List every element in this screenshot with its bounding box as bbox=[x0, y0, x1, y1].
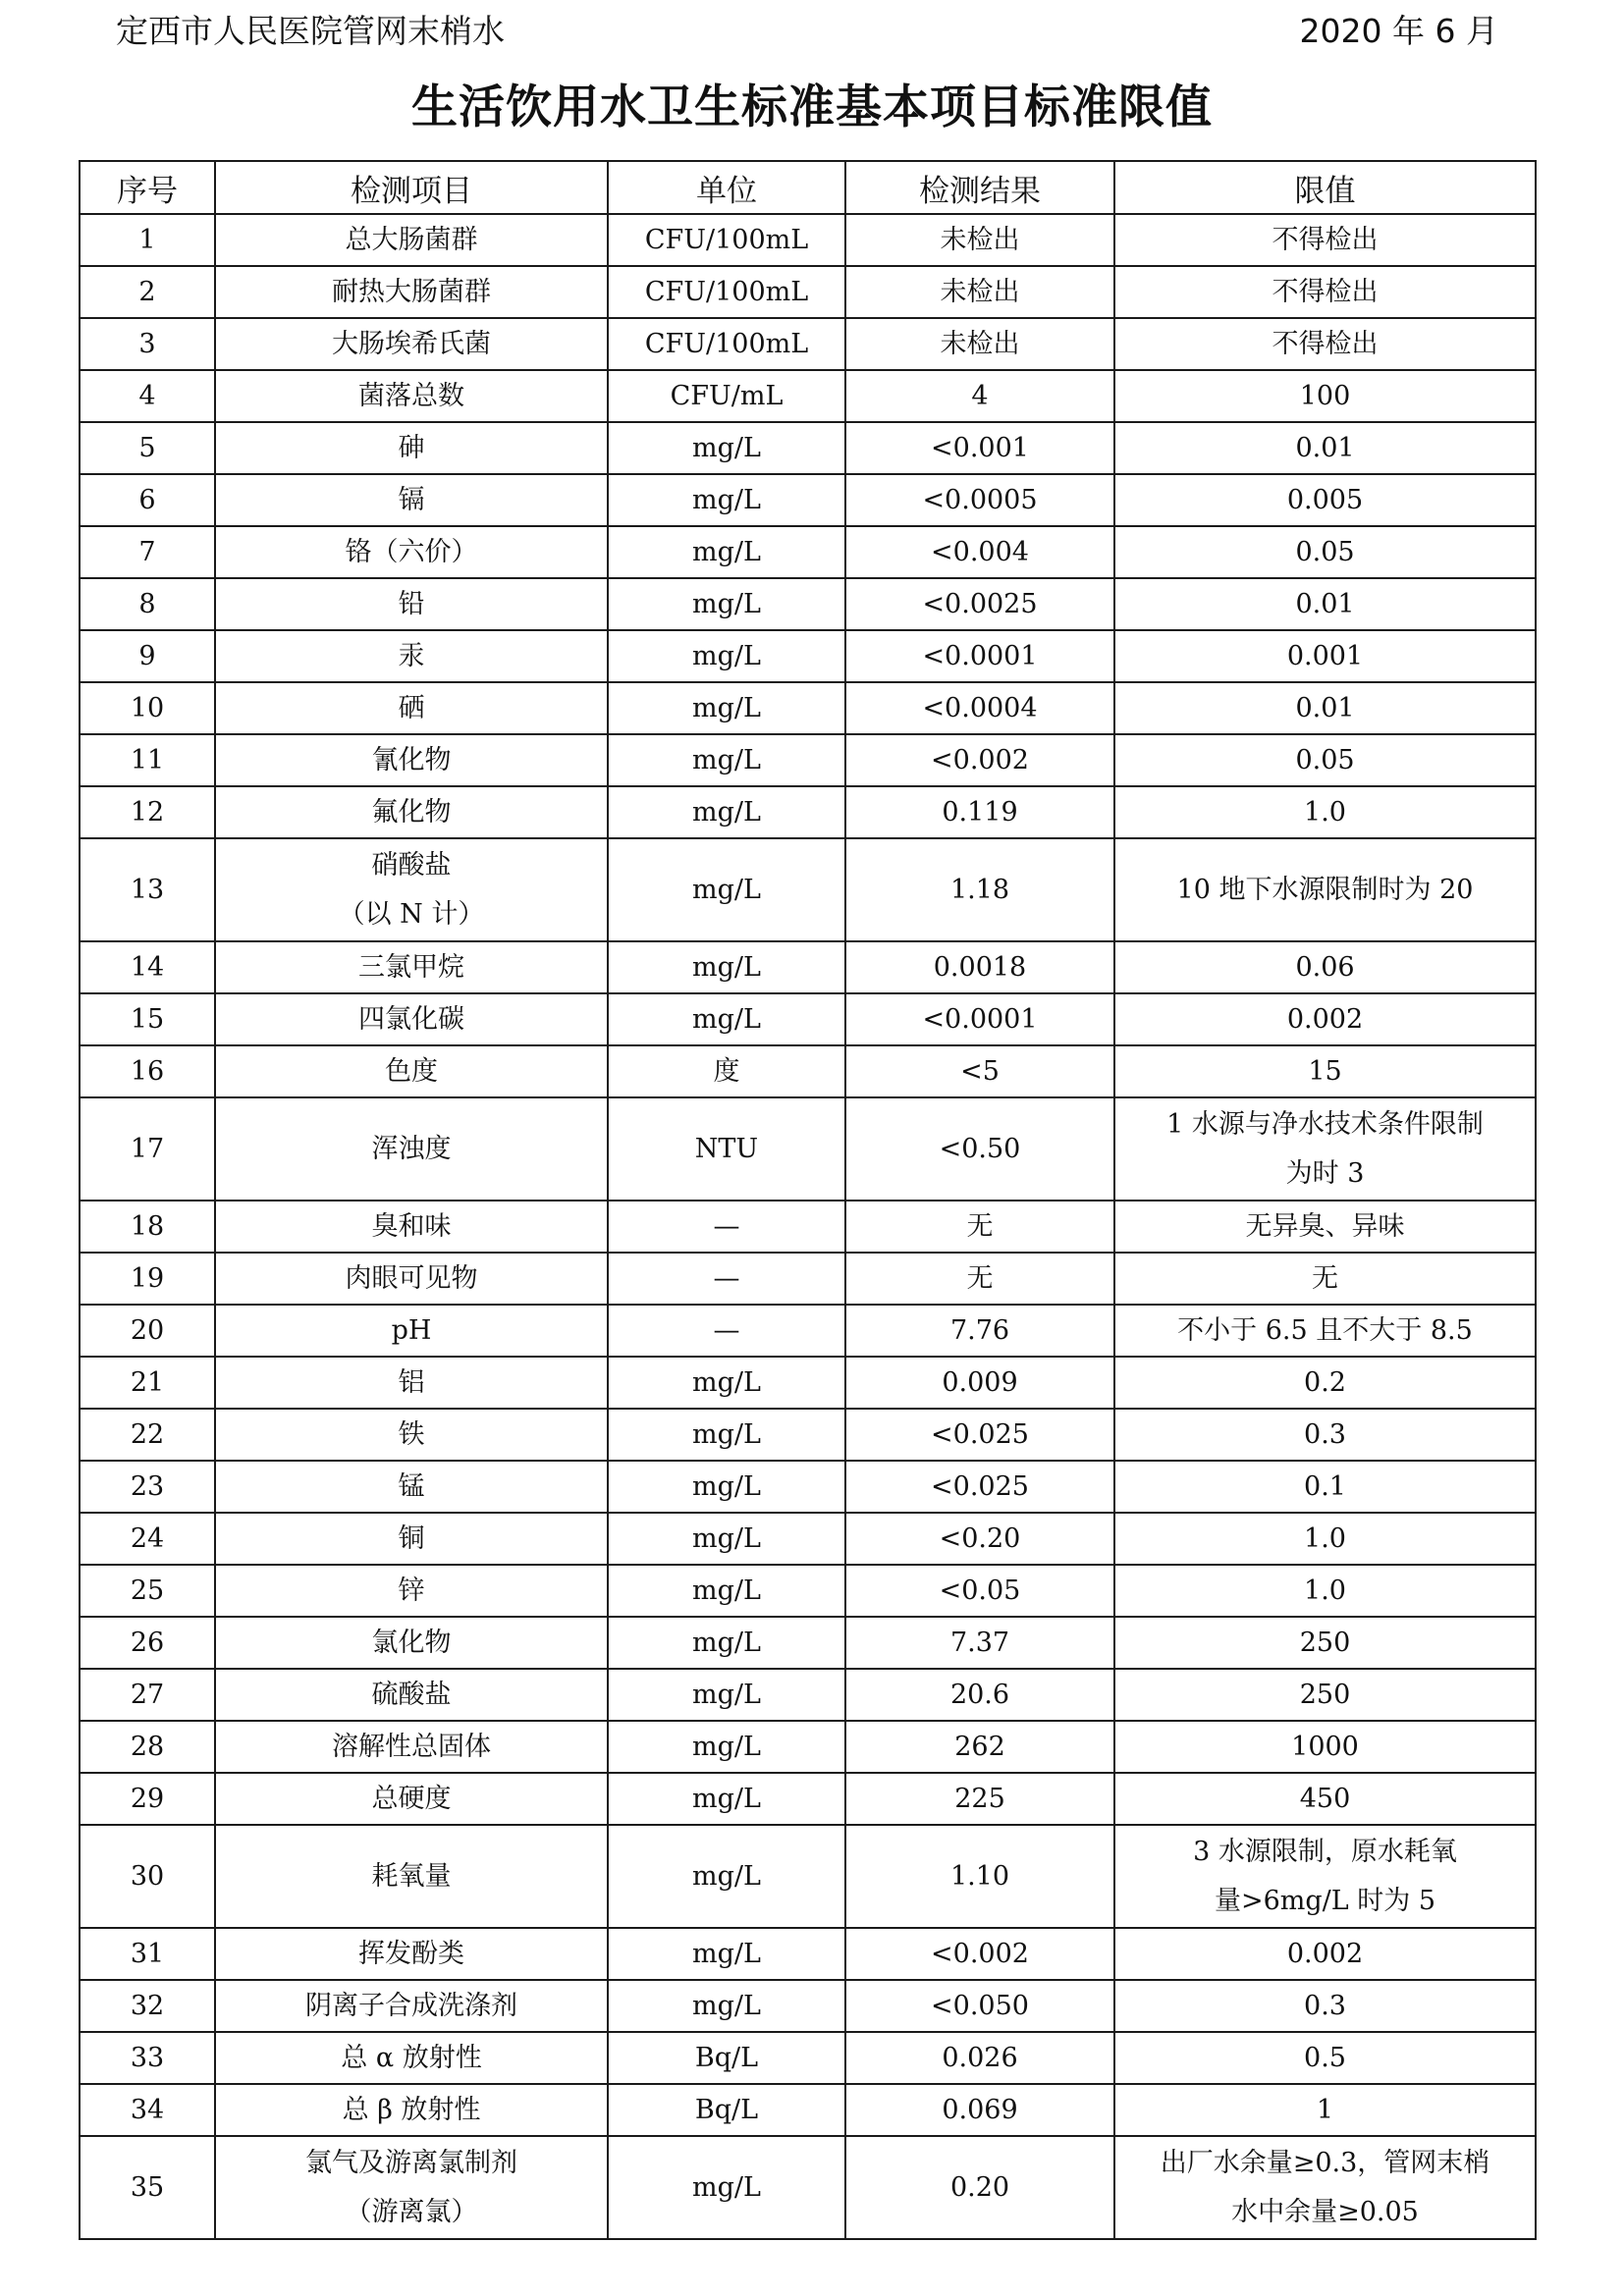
table-row bbox=[80, 318, 1536, 370]
cell-no: 26 bbox=[80, 1617, 215, 1669]
cell-no: 7 bbox=[80, 526, 215, 578]
cell-limit-line: 1.0 bbox=[1304, 1522, 1346, 1554]
cell-limit-line: 1 水源与净水技术条件限制 bbox=[1166, 1108, 1484, 1140]
cell-no: 15 bbox=[80, 993, 215, 1045]
cell-item-line: 锰 bbox=[398, 1470, 425, 1502]
cell-limit bbox=[1114, 1305, 1536, 1357]
table-row bbox=[80, 370, 1536, 422]
table-row bbox=[80, 1097, 1536, 1201]
cell-item-line: 总 α 放射性 bbox=[341, 2042, 482, 2073]
cell-unit: — bbox=[608, 1201, 845, 1253]
cell-no: 13 bbox=[80, 838, 215, 941]
cell-unit: CFU/mL bbox=[608, 370, 845, 422]
table-row bbox=[80, 2136, 1536, 2239]
cell-result: 1.18 bbox=[845, 838, 1114, 941]
table-body bbox=[80, 214, 1536, 2239]
cell-item bbox=[215, 1513, 608, 1565]
cell-no: 19 bbox=[80, 1253, 215, 1305]
cell-item bbox=[215, 1097, 608, 1201]
cell-limit-line: 100 bbox=[1299, 380, 1351, 411]
table-row bbox=[80, 578, 1536, 630]
cell-limit bbox=[1114, 422, 1536, 474]
cell-limit bbox=[1114, 370, 1536, 422]
cell-item-line: 总大肠菌群 bbox=[345, 224, 478, 255]
table-row bbox=[80, 993, 1536, 1045]
cell-unit: CFU/100mL bbox=[608, 318, 845, 370]
table-row bbox=[80, 1928, 1536, 1980]
table-row bbox=[80, 786, 1536, 838]
cell-limit-line: 水中余量≥0.05 bbox=[1231, 2196, 1419, 2227]
cell-limit-line: 450 bbox=[1299, 1783, 1351, 1814]
cell-unit: mg/L bbox=[608, 786, 845, 838]
cell-no: 16 bbox=[80, 1045, 215, 1097]
cell-item-line: 菌落总数 bbox=[358, 380, 464, 411]
cell-limit-line: 1 bbox=[1316, 2094, 1334, 2125]
cell-item-line: 铬（六价） bbox=[345, 536, 478, 567]
cell-item bbox=[215, 838, 608, 941]
cell-limit-line: 0.01 bbox=[1295, 432, 1355, 463]
cell-item bbox=[215, 1825, 608, 1928]
cell-unit: mg/L bbox=[608, 682, 845, 734]
cell-item bbox=[215, 266, 608, 318]
cell-unit: Bq/L bbox=[608, 2084, 845, 2136]
cell-limit-line: 0.3 bbox=[1304, 1990, 1346, 2021]
cell-item-line: 铁 bbox=[398, 1418, 425, 1450]
cell-limit bbox=[1114, 786, 1536, 838]
cell-unit: mg/L bbox=[608, 1409, 845, 1461]
cell-item-line: 铝 bbox=[398, 1366, 425, 1398]
cell-no: 27 bbox=[80, 1669, 215, 1721]
cell-result: <0.05 bbox=[845, 1565, 1114, 1617]
cell-unit: mg/L bbox=[608, 1825, 845, 1928]
cell-result: 7.76 bbox=[845, 1305, 1114, 1357]
table-row bbox=[80, 941, 1536, 993]
cell-item bbox=[215, 682, 608, 734]
cell-item bbox=[215, 1617, 608, 1669]
cell-item bbox=[215, 1201, 608, 1253]
cell-limit-line: 为时 3 bbox=[1285, 1157, 1365, 1189]
cell-limit-line: 不得检出 bbox=[1272, 224, 1379, 255]
cell-result: 0.026 bbox=[845, 2032, 1114, 2084]
table-row bbox=[80, 682, 1536, 734]
table-header-row bbox=[80, 161, 1536, 214]
cell-item bbox=[215, 1565, 608, 1617]
cell-limit-line: 无 bbox=[1312, 1262, 1338, 1294]
cell-item-line: 氯化物 bbox=[371, 1627, 452, 1658]
cell-item-line: 总 β 放射性 bbox=[342, 2094, 481, 2125]
table-row bbox=[80, 422, 1536, 474]
cell-item-line: 浑浊度 bbox=[371, 1133, 452, 1164]
cell-limit bbox=[1114, 993, 1536, 1045]
cell-unit: mg/L bbox=[608, 993, 845, 1045]
cell-item-line: 氟化物 bbox=[371, 796, 452, 828]
cell-no: 17 bbox=[80, 1097, 215, 1201]
cell-limit-line: 不小于 6.5 且不大于 8.5 bbox=[1177, 1314, 1473, 1346]
table-row bbox=[80, 1305, 1536, 1357]
cell-item bbox=[215, 578, 608, 630]
cell-limit bbox=[1114, 1721, 1536, 1773]
table-row bbox=[80, 1253, 1536, 1305]
cell-item-line: 氯气及游离氯制剂 bbox=[305, 2147, 517, 2178]
cell-no: 20 bbox=[80, 1305, 215, 1357]
cell-result: 262 bbox=[845, 1721, 1114, 1773]
table-row bbox=[80, 266, 1536, 318]
cell-item bbox=[215, 1928, 608, 1980]
cell-no: 25 bbox=[80, 1565, 215, 1617]
cell-unit: — bbox=[608, 1305, 845, 1357]
cell-item-line: 肉眼可见物 bbox=[345, 1262, 478, 1294]
cell-result: <0.004 bbox=[845, 526, 1114, 578]
cell-limit-line: 0.1 bbox=[1304, 1470, 1346, 1502]
cell-item bbox=[215, 993, 608, 1045]
cell-limit-line: 0.002 bbox=[1286, 1938, 1364, 1969]
cell-result: 7.37 bbox=[845, 1617, 1114, 1669]
cell-item bbox=[215, 1669, 608, 1721]
cell-unit: CFU/100mL bbox=[608, 266, 845, 318]
cell-result: <0.002 bbox=[845, 734, 1114, 786]
cell-unit: mg/L bbox=[608, 1357, 845, 1409]
cell-no: 35 bbox=[80, 2136, 215, 2239]
cell-result: <0.0001 bbox=[845, 993, 1114, 1045]
cell-item-line: 臭和味 bbox=[371, 1210, 452, 1242]
cell-no: 34 bbox=[80, 2084, 215, 2136]
cell-limit-line: 0.3 bbox=[1304, 1418, 1346, 1450]
cell-limit bbox=[1114, 1825, 1536, 1928]
cell-no: 8 bbox=[80, 578, 215, 630]
cell-limit-line: 0.01 bbox=[1295, 588, 1355, 619]
cell-result: 4 bbox=[845, 370, 1114, 422]
cell-unit: mg/L bbox=[608, 630, 845, 682]
table-row bbox=[80, 1773, 1536, 1825]
cell-limit bbox=[1114, 214, 1536, 266]
column-header-no: 序号 bbox=[80, 161, 215, 214]
cell-unit: mg/L bbox=[608, 1617, 845, 1669]
cell-limit bbox=[1114, 838, 1536, 941]
report-date: 2020 年 6 月 bbox=[1299, 12, 1498, 50]
cell-unit: mg/L bbox=[608, 734, 845, 786]
cell-result: 未检出 bbox=[845, 318, 1114, 370]
cell-item bbox=[215, 474, 608, 526]
cell-result: <0.20 bbox=[845, 1513, 1114, 1565]
cell-item-line: 耐热大肠菌群 bbox=[332, 276, 491, 307]
cell-item bbox=[215, 1305, 608, 1357]
table-row bbox=[80, 2084, 1536, 2136]
cell-limit bbox=[1114, 1565, 1536, 1617]
cell-limit bbox=[1114, 1928, 1536, 1980]
cell-result: 未检出 bbox=[845, 266, 1114, 318]
document-title: 生活饮用水卫生标准基本项目标准限值 bbox=[411, 80, 1213, 134]
cell-limit-line: 1000 bbox=[1291, 1731, 1359, 1762]
cell-result: 20.6 bbox=[845, 1669, 1114, 1721]
cell-limit bbox=[1114, 2084, 1536, 2136]
cell-item-line: 三氯甲烷 bbox=[358, 951, 464, 983]
table-row bbox=[80, 1201, 1536, 1253]
cell-unit: NTU bbox=[608, 1097, 845, 1201]
cell-result: 无 bbox=[845, 1253, 1114, 1305]
cell-unit: CFU/100mL bbox=[608, 214, 845, 266]
cell-limit-line: 出厂水余量≥0.3，管网末梢 bbox=[1160, 2147, 1490, 2178]
table-row bbox=[80, 1045, 1536, 1097]
table-row bbox=[80, 1980, 1536, 2032]
cell-result: <5 bbox=[845, 1045, 1114, 1097]
cell-result: <0.025 bbox=[845, 1461, 1114, 1513]
table-row bbox=[80, 1825, 1536, 1928]
column-header-limit: 限值 bbox=[1114, 161, 1536, 214]
cell-item-line: 溶解性总固体 bbox=[332, 1731, 491, 1762]
cell-limit bbox=[1114, 1253, 1536, 1305]
table-row bbox=[80, 1357, 1536, 1409]
cell-no: 28 bbox=[80, 1721, 215, 1773]
report-source: 定西市人民医院管网末梢水 bbox=[116, 12, 505, 50]
column-header-item: 检测项目 bbox=[215, 161, 608, 214]
cell-no: 18 bbox=[80, 1201, 215, 1253]
table-row bbox=[80, 1565, 1536, 1617]
cell-item bbox=[215, 1253, 608, 1305]
cell-item bbox=[215, 1357, 608, 1409]
cell-limit bbox=[1114, 1669, 1536, 1721]
cell-unit: mg/L bbox=[608, 422, 845, 474]
cell-limit bbox=[1114, 734, 1536, 786]
cell-item bbox=[215, 1045, 608, 1097]
cell-limit bbox=[1114, 2032, 1536, 2084]
cell-limit bbox=[1114, 526, 1536, 578]
cell-unit: Bq/L bbox=[608, 2032, 845, 2084]
cell-item bbox=[215, 2084, 608, 2136]
cell-item-line: 锌 bbox=[398, 1575, 425, 1606]
cell-item bbox=[215, 318, 608, 370]
cell-item-line: 硝酸盐 bbox=[371, 849, 452, 881]
cell-result: 1.10 bbox=[845, 1825, 1114, 1928]
cell-no: 30 bbox=[80, 1825, 215, 1928]
cell-item-line: 阴离子合成洗涤剂 bbox=[305, 1990, 517, 2021]
cell-item-line: 色度 bbox=[385, 1055, 438, 1087]
cell-limit-line: 0.001 bbox=[1286, 640, 1364, 671]
cell-item bbox=[215, 2032, 608, 2084]
cell-limit bbox=[1114, 474, 1536, 526]
cell-item bbox=[215, 370, 608, 422]
cell-unit: mg/L bbox=[608, 1565, 845, 1617]
cell-limit-line: 不得检出 bbox=[1272, 328, 1379, 359]
cell-unit: mg/L bbox=[608, 578, 845, 630]
cell-no: 31 bbox=[80, 1928, 215, 1980]
cell-limit-line: 10 地下水源限制时为 20 bbox=[1176, 874, 1474, 905]
cell-no: 4 bbox=[80, 370, 215, 422]
cell-item-line: 氰化物 bbox=[371, 744, 452, 775]
table-row bbox=[80, 1669, 1536, 1721]
cell-limit bbox=[1114, 1513, 1536, 1565]
table-row bbox=[80, 1513, 1536, 1565]
cell-no: 33 bbox=[80, 2032, 215, 2084]
cell-item bbox=[215, 1461, 608, 1513]
cell-limit bbox=[1114, 2136, 1536, 2239]
cell-item-line: 砷 bbox=[398, 432, 425, 463]
cell-item bbox=[215, 734, 608, 786]
standards-table bbox=[79, 160, 1537, 2240]
cell-unit: mg/L bbox=[608, 1928, 845, 1980]
cell-item-line: 四氯化碳 bbox=[358, 1003, 464, 1035]
cell-limit-line: 1.0 bbox=[1304, 1575, 1346, 1606]
cell-no: 29 bbox=[80, 1773, 215, 1825]
cell-result: 0.119 bbox=[845, 786, 1114, 838]
cell-limit-line: 3 水源限制，原水耗氧 bbox=[1193, 1836, 1457, 1867]
cell-result: 0.069 bbox=[845, 2084, 1114, 2136]
cell-result: 0.20 bbox=[845, 2136, 1114, 2239]
cell-unit: mg/L bbox=[608, 838, 845, 941]
cell-result: <0.001 bbox=[845, 422, 1114, 474]
cell-item-line: 铜 bbox=[398, 1522, 425, 1554]
column-header-result: 检测结果 bbox=[845, 161, 1114, 214]
cell-result: <0.0005 bbox=[845, 474, 1114, 526]
table-row bbox=[80, 1617, 1536, 1669]
cell-item-line: （以 N 计） bbox=[338, 898, 485, 930]
cell-no: 14 bbox=[80, 941, 215, 993]
cell-limit-line: 量>6mg/L 时为 5 bbox=[1214, 1885, 1436, 1916]
cell-result: <0.50 bbox=[845, 1097, 1114, 1201]
cell-limit-line: 0.05 bbox=[1295, 536, 1355, 567]
table-row bbox=[80, 2032, 1536, 2084]
cell-limit bbox=[1114, 1045, 1536, 1097]
cell-item-line: 总硬度 bbox=[371, 1783, 452, 1814]
cell-limit bbox=[1114, 1409, 1536, 1461]
cell-item bbox=[215, 422, 608, 474]
table-row bbox=[80, 838, 1536, 941]
cell-item bbox=[215, 1980, 608, 2032]
cell-limit bbox=[1114, 682, 1536, 734]
cell-limit-line: 不得检出 bbox=[1272, 276, 1379, 307]
cell-result: <0.0001 bbox=[845, 630, 1114, 682]
cell-no: 23 bbox=[80, 1461, 215, 1513]
cell-no: 12 bbox=[80, 786, 215, 838]
column-header-unit: 单位 bbox=[608, 161, 845, 214]
cell-result: <0.050 bbox=[845, 1980, 1114, 2032]
cell-limit-line: 0.06 bbox=[1295, 951, 1355, 983]
cell-no: 2 bbox=[80, 266, 215, 318]
cell-unit: mg/L bbox=[608, 1669, 845, 1721]
cell-item bbox=[215, 1773, 608, 1825]
cell-result: <0.002 bbox=[845, 1928, 1114, 1980]
cell-item bbox=[215, 941, 608, 993]
cell-item-line: 汞 bbox=[398, 640, 425, 671]
table-row bbox=[80, 1461, 1536, 1513]
cell-item-line: （游离氯） bbox=[345, 2196, 478, 2227]
cell-unit: mg/L bbox=[608, 1980, 845, 2032]
cell-limit-line: 250 bbox=[1299, 1627, 1351, 1658]
cell-item bbox=[215, 630, 608, 682]
cell-limit-line: 0.5 bbox=[1304, 2042, 1346, 2073]
cell-limit-line: 1.0 bbox=[1304, 796, 1346, 828]
cell-limit-line: 0.2 bbox=[1304, 1366, 1346, 1398]
cell-result: 0.0018 bbox=[845, 941, 1114, 993]
cell-item bbox=[215, 526, 608, 578]
cell-limit-line: 0.05 bbox=[1295, 744, 1355, 775]
table-row bbox=[80, 526, 1536, 578]
cell-unit: mg/L bbox=[608, 2136, 845, 2239]
cell-item-line: 镉 bbox=[398, 484, 425, 515]
cell-limit bbox=[1114, 318, 1536, 370]
cell-limit bbox=[1114, 1357, 1536, 1409]
table-row bbox=[80, 1409, 1536, 1461]
table-row bbox=[80, 1721, 1536, 1773]
cell-item-line: 大肠埃希氏菌 bbox=[332, 328, 491, 359]
cell-limit bbox=[1114, 266, 1536, 318]
cell-limit-line: 0.005 bbox=[1286, 484, 1364, 515]
cell-limit bbox=[1114, 1773, 1536, 1825]
cell-result: 0.009 bbox=[845, 1357, 1114, 1409]
cell-item bbox=[215, 2136, 608, 2239]
cell-limit bbox=[1114, 1461, 1536, 1513]
cell-no: 9 bbox=[80, 630, 215, 682]
cell-limit-line: 15 bbox=[1308, 1055, 1342, 1087]
cell-limit bbox=[1114, 630, 1536, 682]
cell-unit: 度 bbox=[608, 1045, 845, 1097]
cell-item bbox=[215, 1409, 608, 1461]
table-row bbox=[80, 630, 1536, 682]
cell-no: 21 bbox=[80, 1357, 215, 1409]
cell-limit bbox=[1114, 1097, 1536, 1201]
cell-unit: mg/L bbox=[608, 474, 845, 526]
cell-result: 未检出 bbox=[845, 214, 1114, 266]
cell-limit bbox=[1114, 1980, 1536, 2032]
cell-item-line: 硫酸盐 bbox=[371, 1679, 452, 1710]
cell-item-line: 铅 bbox=[398, 588, 425, 619]
cell-unit: mg/L bbox=[608, 1721, 845, 1773]
cell-item bbox=[215, 214, 608, 266]
cell-unit: mg/L bbox=[608, 1461, 845, 1513]
cell-no: 22 bbox=[80, 1409, 215, 1461]
cell-item bbox=[215, 1721, 608, 1773]
cell-no: 3 bbox=[80, 318, 215, 370]
cell-no: 24 bbox=[80, 1513, 215, 1565]
cell-item-line: 硒 bbox=[398, 692, 425, 723]
cell-unit: — bbox=[608, 1253, 845, 1305]
table-row bbox=[80, 214, 1536, 266]
cell-result: 无 bbox=[845, 1201, 1114, 1253]
cell-no: 10 bbox=[80, 682, 215, 734]
cell-item-line: 耗氧量 bbox=[371, 1860, 452, 1892]
cell-limit bbox=[1114, 1617, 1536, 1669]
cell-unit: mg/L bbox=[608, 1513, 845, 1565]
cell-limit-line: 0.002 bbox=[1286, 1003, 1364, 1035]
cell-no: 11 bbox=[80, 734, 215, 786]
cell-limit-line: 250 bbox=[1299, 1679, 1351, 1710]
table-row bbox=[80, 474, 1536, 526]
cell-limit-line: 0.01 bbox=[1295, 692, 1355, 723]
cell-limit bbox=[1114, 578, 1536, 630]
cell-result: <0.0004 bbox=[845, 682, 1114, 734]
cell-result: 225 bbox=[845, 1773, 1114, 1825]
cell-result: <0.025 bbox=[845, 1409, 1114, 1461]
cell-limit-line: 无异臭、异味 bbox=[1245, 1210, 1405, 1242]
cell-limit bbox=[1114, 1201, 1536, 1253]
cell-no: 5 bbox=[80, 422, 215, 474]
cell-no: 6 bbox=[80, 474, 215, 526]
cell-no: 32 bbox=[80, 1980, 215, 2032]
cell-item bbox=[215, 786, 608, 838]
table-row bbox=[80, 734, 1536, 786]
cell-item-line: 挥发酚类 bbox=[358, 1938, 464, 1969]
cell-item-line: pH bbox=[391, 1314, 432, 1346]
cell-no: 1 bbox=[80, 214, 215, 266]
cell-unit: mg/L bbox=[608, 1773, 845, 1825]
cell-unit: mg/L bbox=[608, 526, 845, 578]
cell-limit bbox=[1114, 941, 1536, 993]
cell-result: <0.0025 bbox=[845, 578, 1114, 630]
cell-unit: mg/L bbox=[608, 941, 845, 993]
